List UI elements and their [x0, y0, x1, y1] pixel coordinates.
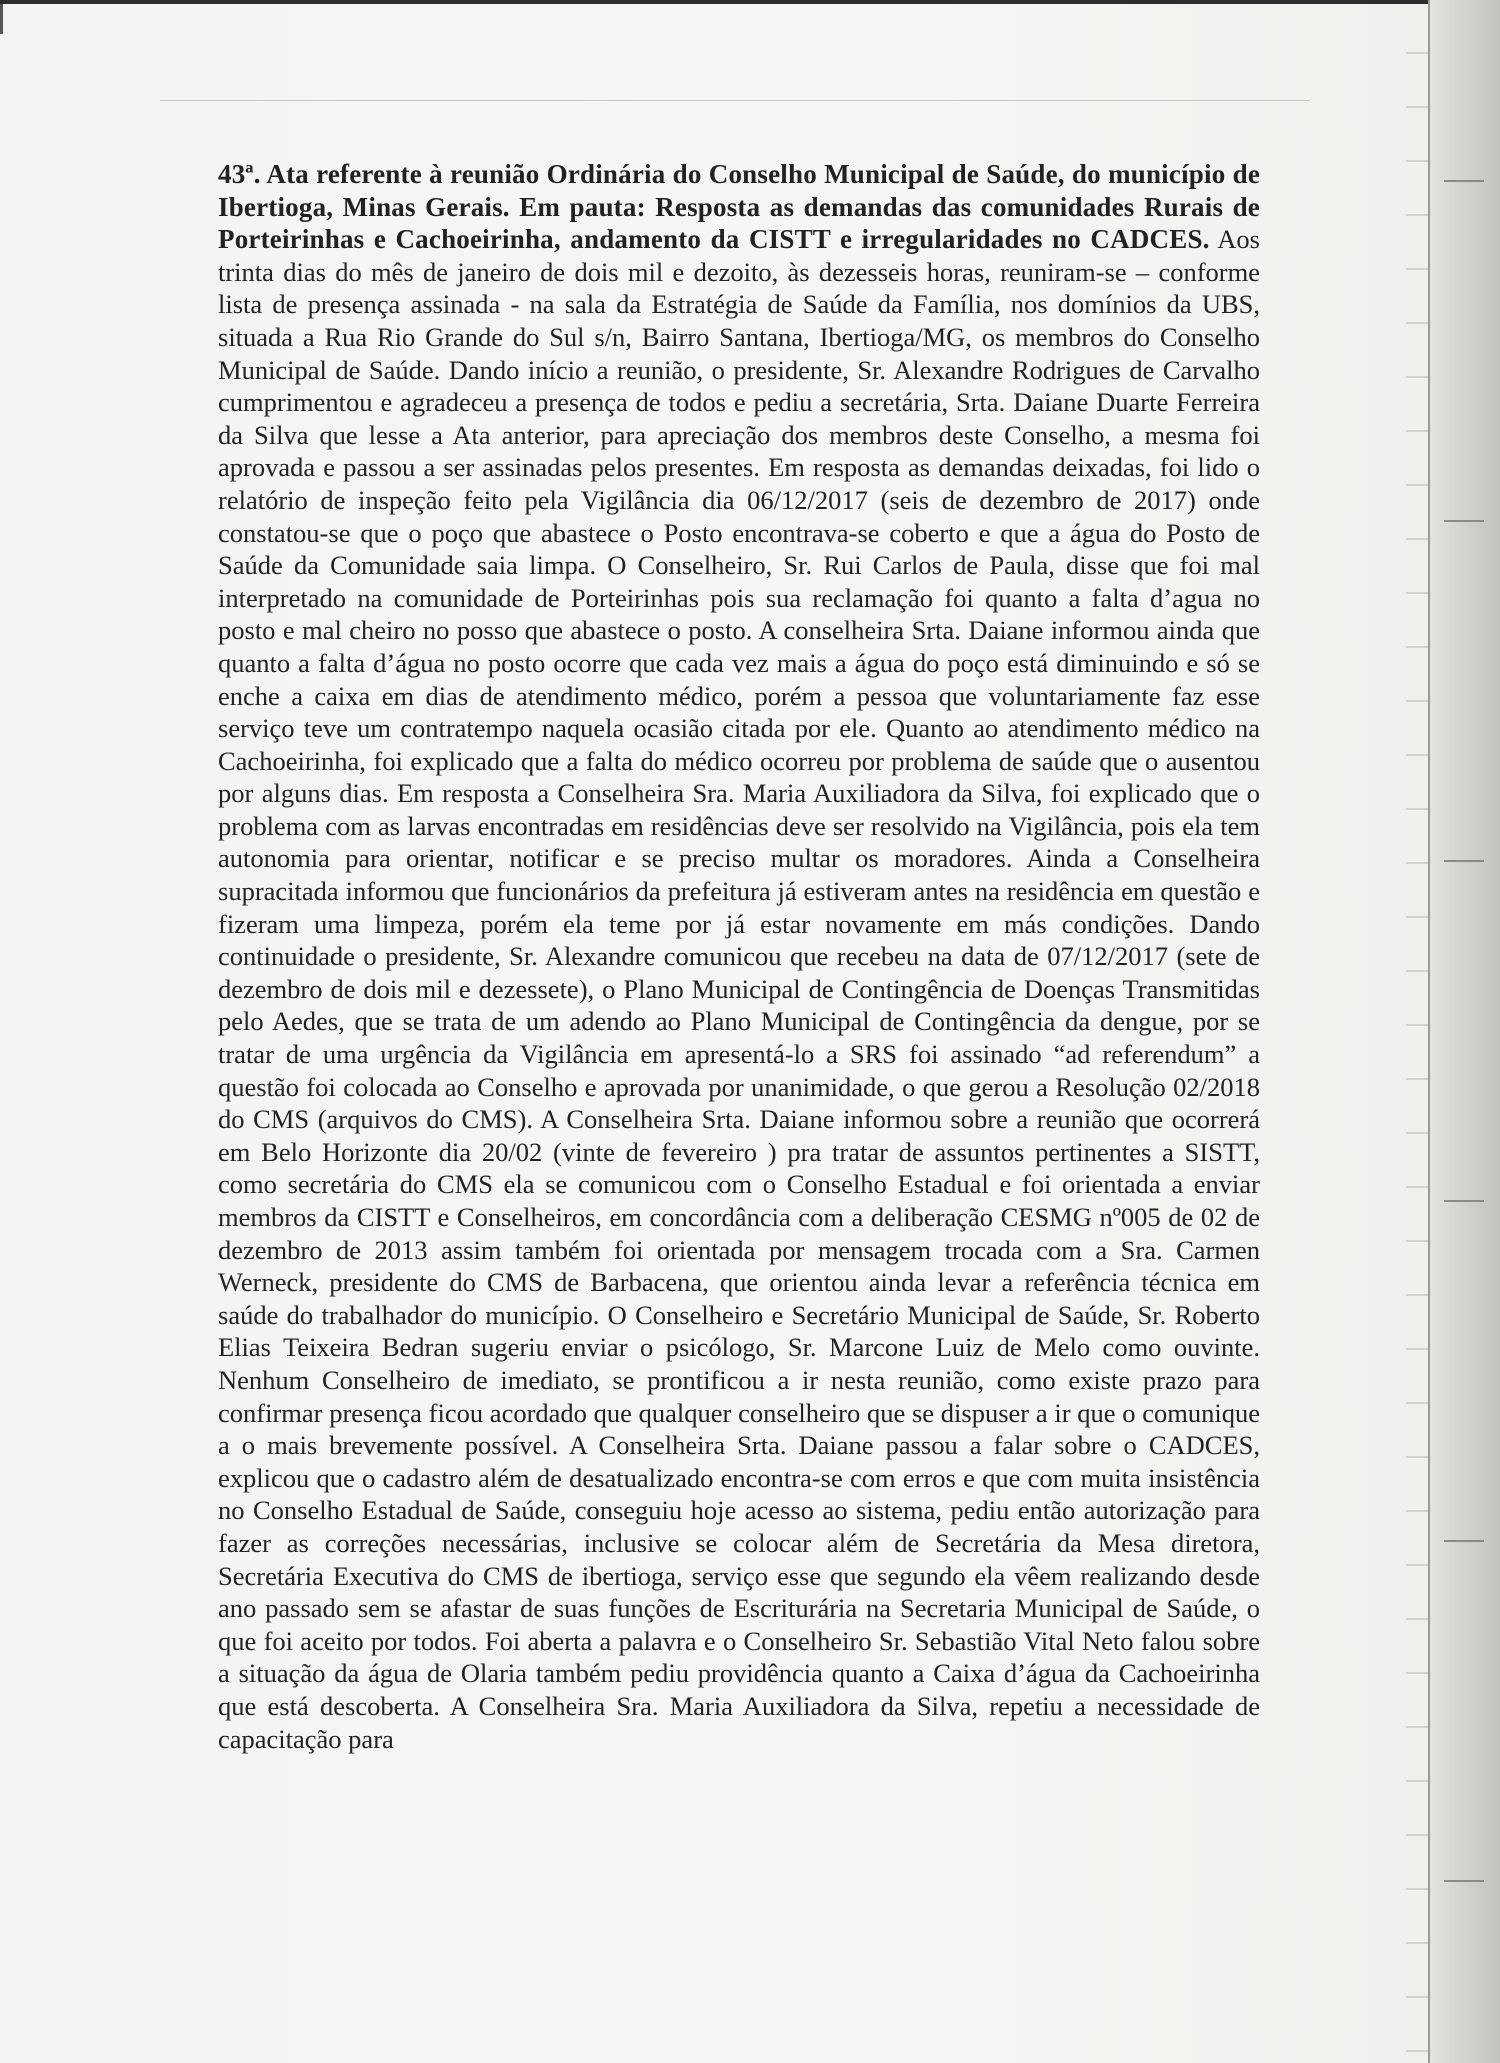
page-corner-mark: [0, 4, 11, 34]
minutes-heading: 43ª. Ata referente à reunião Ordinária do Conselho Municipal de Saúde, do município de Ibertioga, Minas Gerais. Em pauta: Resposta as demandas das comunidades Rurais de Porteirinhas e Cachoeirinha, andamento da CISTT e irregularidades no CADCES.: [218, 159, 1260, 255]
next-page-ruled-edge: [1406, 0, 1430, 2063]
binder-line: [1444, 180, 1484, 182]
minutes-body: Aos trinta dias do mês de janeiro de dois mil e dezoito, às dezesseis horas, reuniram-se – conforme lista de presença assinada - na sala da Estratégia de Saúde da Família, nos domínios da UBS, situada a Rua Rio Grande do Sul s/n, Bairro Santana, Ibertioga/MG, os membros do Conselho Municipal de Saúde. Dando início a reunião, o presidente, Sr. Alexandre Rodrigues de Carvalho cumprimentou e agradeceu a presença de todos e pediu a secretária, Srta. Daiane Duarte Ferreira da Silva que lesse a Ata anterior, para apreciação dos membros deste Conselho, a mesma foi aprovada e passou a ser assinadas pelos presentes. Em resposta as demandas deixadas, foi lido o relatório de inspeção feito pela Vigilância dia 06/12/2017 (seis de dezembro de 2017) onde constatou-se que o poço que abastece o Posto encontrava-se coberto e que a água do Posto de Saúde da Comunidade saia limpa. O Conselheiro, Sr. Rui Carlos de Paula, disse que foi mal interpretado na comunidade de Porteirinhas pois sua reclamação foi quanto a falta d’agua no posto e mal cheiro no posso que abastece o posto. A conselheira Srta. Daiane informou ainda que quanto a falta d’água no posto ocorre que cada vez mais a água do poço está diminuindo e só se enche a caixa em dias de atendimento médico, porém a pessoa que voluntariamente faz esse serviço teve um contratempo naquela ocasião citada por ele. Quanto ao atendimento médico na Cachoeirinha, foi explicado que a falta do médico ocorreu por problema de saúde que o ausentou por alguns dias. Em resposta a Conselheira Sra. Maria Auxiliadora da Silva, foi explicado que o problema com as larvas encontradas em residências deve ser resolvido na Vigilância, pois ela tem autonomia para orientar, notificar e se preciso multar os moradores. Ainda a Conselheira supracitada informou que funcionários da prefeitura já estiveram antes na residência em questão e fizeram uma limpeza, porém ela teme por já estar novamente em más condições. Dando continuidade o presidente, Sr. Alexandre comunicou que recebeu na data de 07/12/2017 (sete de dezembro de dois mil e dezessete), o Plano Municipal de Contingência de Doenças Transmitidas pelo Aedes, que se trata de um adendo ao Plano Municipal de Contingência da dengue, por se tratar de uma urgência da Vigilância em apresentá-lo a SRS foi assinado “ad referendum” a questão foi colocada ao Conselho e aprovada por unanimidade, o que gerou a Resolução 02/2018 do CMS (arquivos do CMS). A Conselheira Srta. Daiane informou sobre a reunião que ocorrerá em Belo Horizonte dia 20/02 (vinte de fevereiro ) pra tratar de assuntos pertinentes a SISTT, como secretária do CMS ela se comunicou com o Conselho Estadual e foi orientada a enviar membros da CISTT e Conselheiros, em concordância com a deliberação CESMG nº005 de 02 de dezembro de 2013 assim também foi orientada por mensagem trocada com a Sra. Carmen Werneck, presidente do CMS de Barbacena, que orientou ainda levar a referência técnica em saúde do trabalhador do município. O Conselheiro e Secretário Municipal de Saúde, Sr. Roberto Elias Teixeira Bedran sugeriu enviar o psicólogo, Sr. Marcone Luiz de Melo como ouvinte. Nenhum Conselheiro de imediato, se prontificou a ir nesta reunião, como existe prazo para confirmar presença ficou acordado que qualquer conselheiro que se dispuser a ir que o comunique a o mais brevemente possível. A Conselheira Srta. Daiane passou a falar sobre o CADCES, explicou que o cadastro além de desatualizado encontra-se com erros e que com muita insistência no Conselho Estadual de Saúde, conseguiu hoje acesso ao sistema, pediu então autorização para fazer as correções necessárias, inclusive se colocar além de Secretária da Mesa diretora, Secretária Executiva do CMS de ibertioga, serviço esse que segundo ela vêem realizando desde ano passado sem se afastar de suas funções de Escriturária na Secretaria Municipal de Saúde, o que foi aceito por todos. Foi aberta a palavra e o Conselheiro Sr. Sebastião Vital Neto falou sobre a situação da água de Olaria também pediu providência quanto a Caixa d’água da Cachoeirinha que está descoberta. A Conselheira Sra. Maria Auxiliadora da Silva, repetiu a necessidade de capacitação para: [218, 224, 1260, 1754]
binder-line: [1444, 860, 1484, 862]
binder-line: [1444, 1880, 1484, 1882]
faint-rule-line: [160, 100, 1310, 101]
binder-line: [1444, 1200, 1484, 1202]
binder-line: [1444, 520, 1484, 522]
binder-line: [1444, 1540, 1484, 1542]
meeting-minutes-text: [218, 158, 1260, 1755]
binder-edge: [1428, 0, 1500, 2063]
page-top-edge: [0, 0, 1500, 4]
